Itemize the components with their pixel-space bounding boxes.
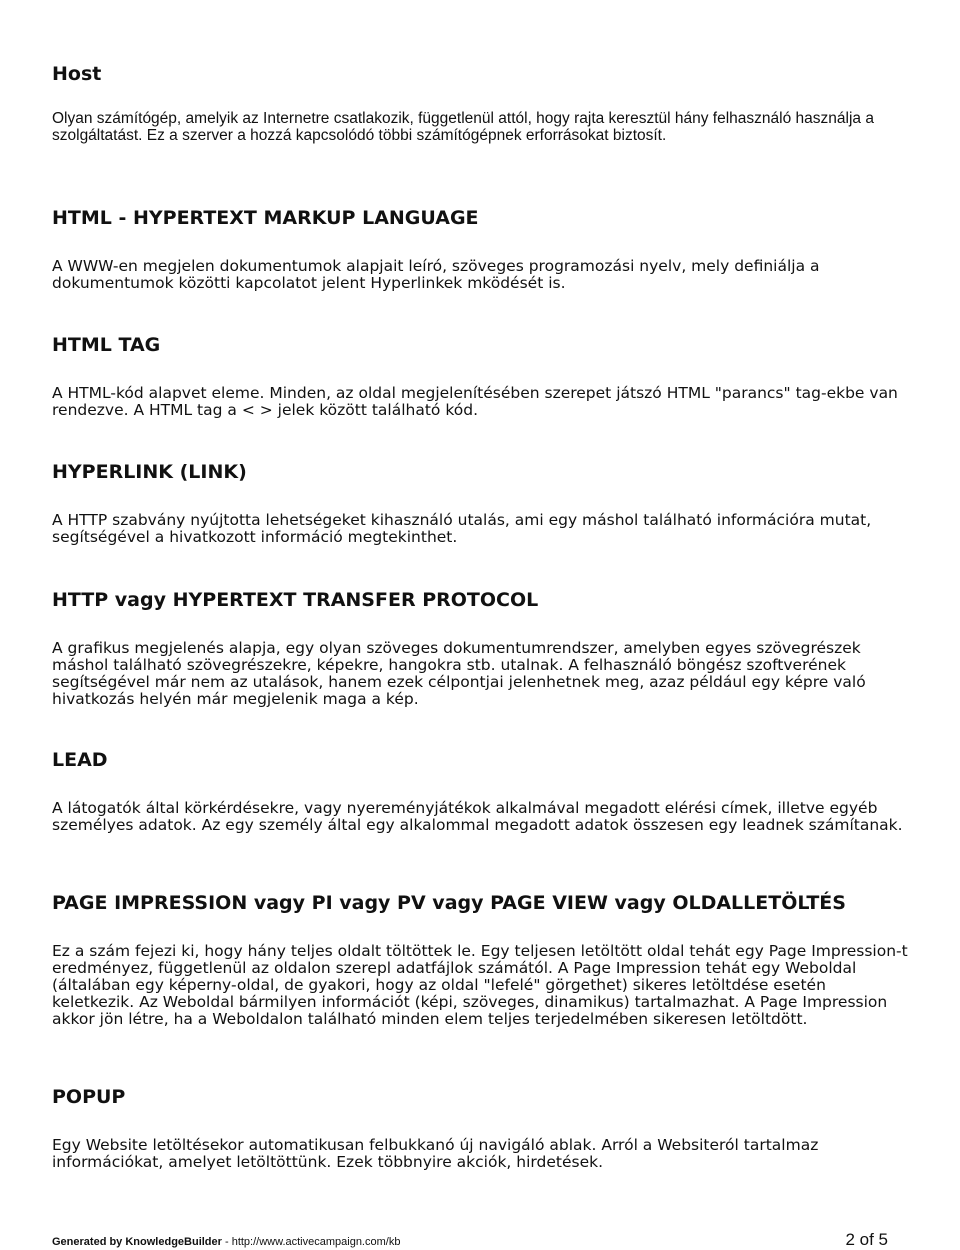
page-footer (52, 1230, 888, 1250)
page-number: 2 of 5 (845, 1230, 888, 1249)
entry-definition: A HTML-kód alapvet eleme. Minden, az oldal megjelenítésében szerepet játszó HTML "parancs" tag-ekbe van rendezve. A HTML tag a < > jelek között található kód. (52, 384, 898, 419)
entry-definition: Egy Website letöltésekor automatikusan felbukkanó új navigáló ablak. Arról a Websiteról tartalmaz információkat, amelyet letöltöttünk. Ezek többnyire akciók, hirdetések. (52, 1136, 819, 1171)
entry-definition: A WWW-en megjelen dokumentumok alapjait leíró, szöveges programozási nyelv, mely definiálja a dokumentumok közötti kapcolatot jelent Hyperlinkek mködését is. (52, 257, 820, 292)
glossary-entry-html (52, 207, 912, 292)
entry-definition: A látogatók által körkérdésekre, vagy nyereményjátékok alkalmával megadott elérési címek, illetve egyéb személyes adatok. Az egy személy által egy alkalommal megadott adatok összesen egy leadnek számítanak. (52, 799, 903, 834)
footer-separator: - (221, 1236, 232, 1248)
entry-term: HTML - HYPERTEXT MARKUP LANGUAGE (52, 207, 479, 229)
entry-definition: Olyan számítógép, amelyik az Internetre csatlakozik, függetlenül attól, hogy rajta keresztül hány felhasználó használja a szolgáltatást. Ez a szerver a hozzá kapcsolódó többi számítógépnek erforrásokat biztosít. (52, 110, 874, 144)
entry-term: POPUP (52, 1086, 126, 1108)
entry-definition: Ez a szám fejezi ki, hogy hány teljes oldalt töltöttek le. Egy teljesen letöltött oldal tehát egy Page Impression-t eredményez, függetlenül az oldalon szerepl adatfájlok számától. A Page Impression tehát egy Weboldal (általában egy képerny-oldal, de gyakori, hogy az oldal "lefelé" görgethet) sikeres letöltdése esetén keletkezik. Az Weboldal bármilyen információt (képi, szöveges, dinamikus) tartalmazhat. A Page Impression akkor jön létre, ha a Weboldalon található minden elem teljes terjedelmében sikeresen letöltdött. (52, 942, 908, 1028)
entry-term: HTML TAG (52, 334, 161, 356)
footer-url-link[interactable]: http://www.activecampaign.com/kb (231, 1236, 401, 1248)
glossary-entry-hyperlink (52, 461, 912, 546)
glossary-entry-page-impression (52, 892, 912, 1028)
entry-definition: A HTTP szabvány nyújtotta lehetségeket kihasználó utalás, ami egy máshol található információra mutat, segítségével a hivatkozott információ megtekinthet. (52, 511, 872, 546)
entry-term: Host (52, 63, 102, 85)
glossary-entry-popup (52, 1086, 912, 1171)
glossary-entry-http (52, 589, 912, 708)
entry-term: HTTP vagy HYPERTEXT TRANSFER PROTOCOL (52, 589, 539, 611)
footer-credit (52, 1236, 400, 1248)
entry-term: PAGE IMPRESSION vagy PI vagy PV vagy PAGE VIEW vagy OLDALLETÖLTÉS (52, 892, 846, 914)
glossary-entry-lead (52, 749, 912, 834)
entry-term: HYPERLINK (LINK) (52, 461, 247, 483)
footer-generator: Generated by KnowledgeBuilder (52, 1236, 222, 1248)
entry-term: LEAD (52, 749, 108, 771)
glossary-entry-html-tag (52, 334, 912, 419)
glossary-entry-host (52, 63, 912, 144)
entry-definition: A grafikus megjelenés alapja, egy olyan szöveges dokumentumrendszer, amelyben egyes szövegrészek máshol található szövegrészekre, képekre, hangokra stb. utalnak. A felhasználó böngész szoftverének segítségével már nem az utalások, hanem ezek célpontjai jelenhetnek meg, azaz például egy képre való hivatkozás helyén már megjelenik maga a kép. (52, 639, 866, 708)
